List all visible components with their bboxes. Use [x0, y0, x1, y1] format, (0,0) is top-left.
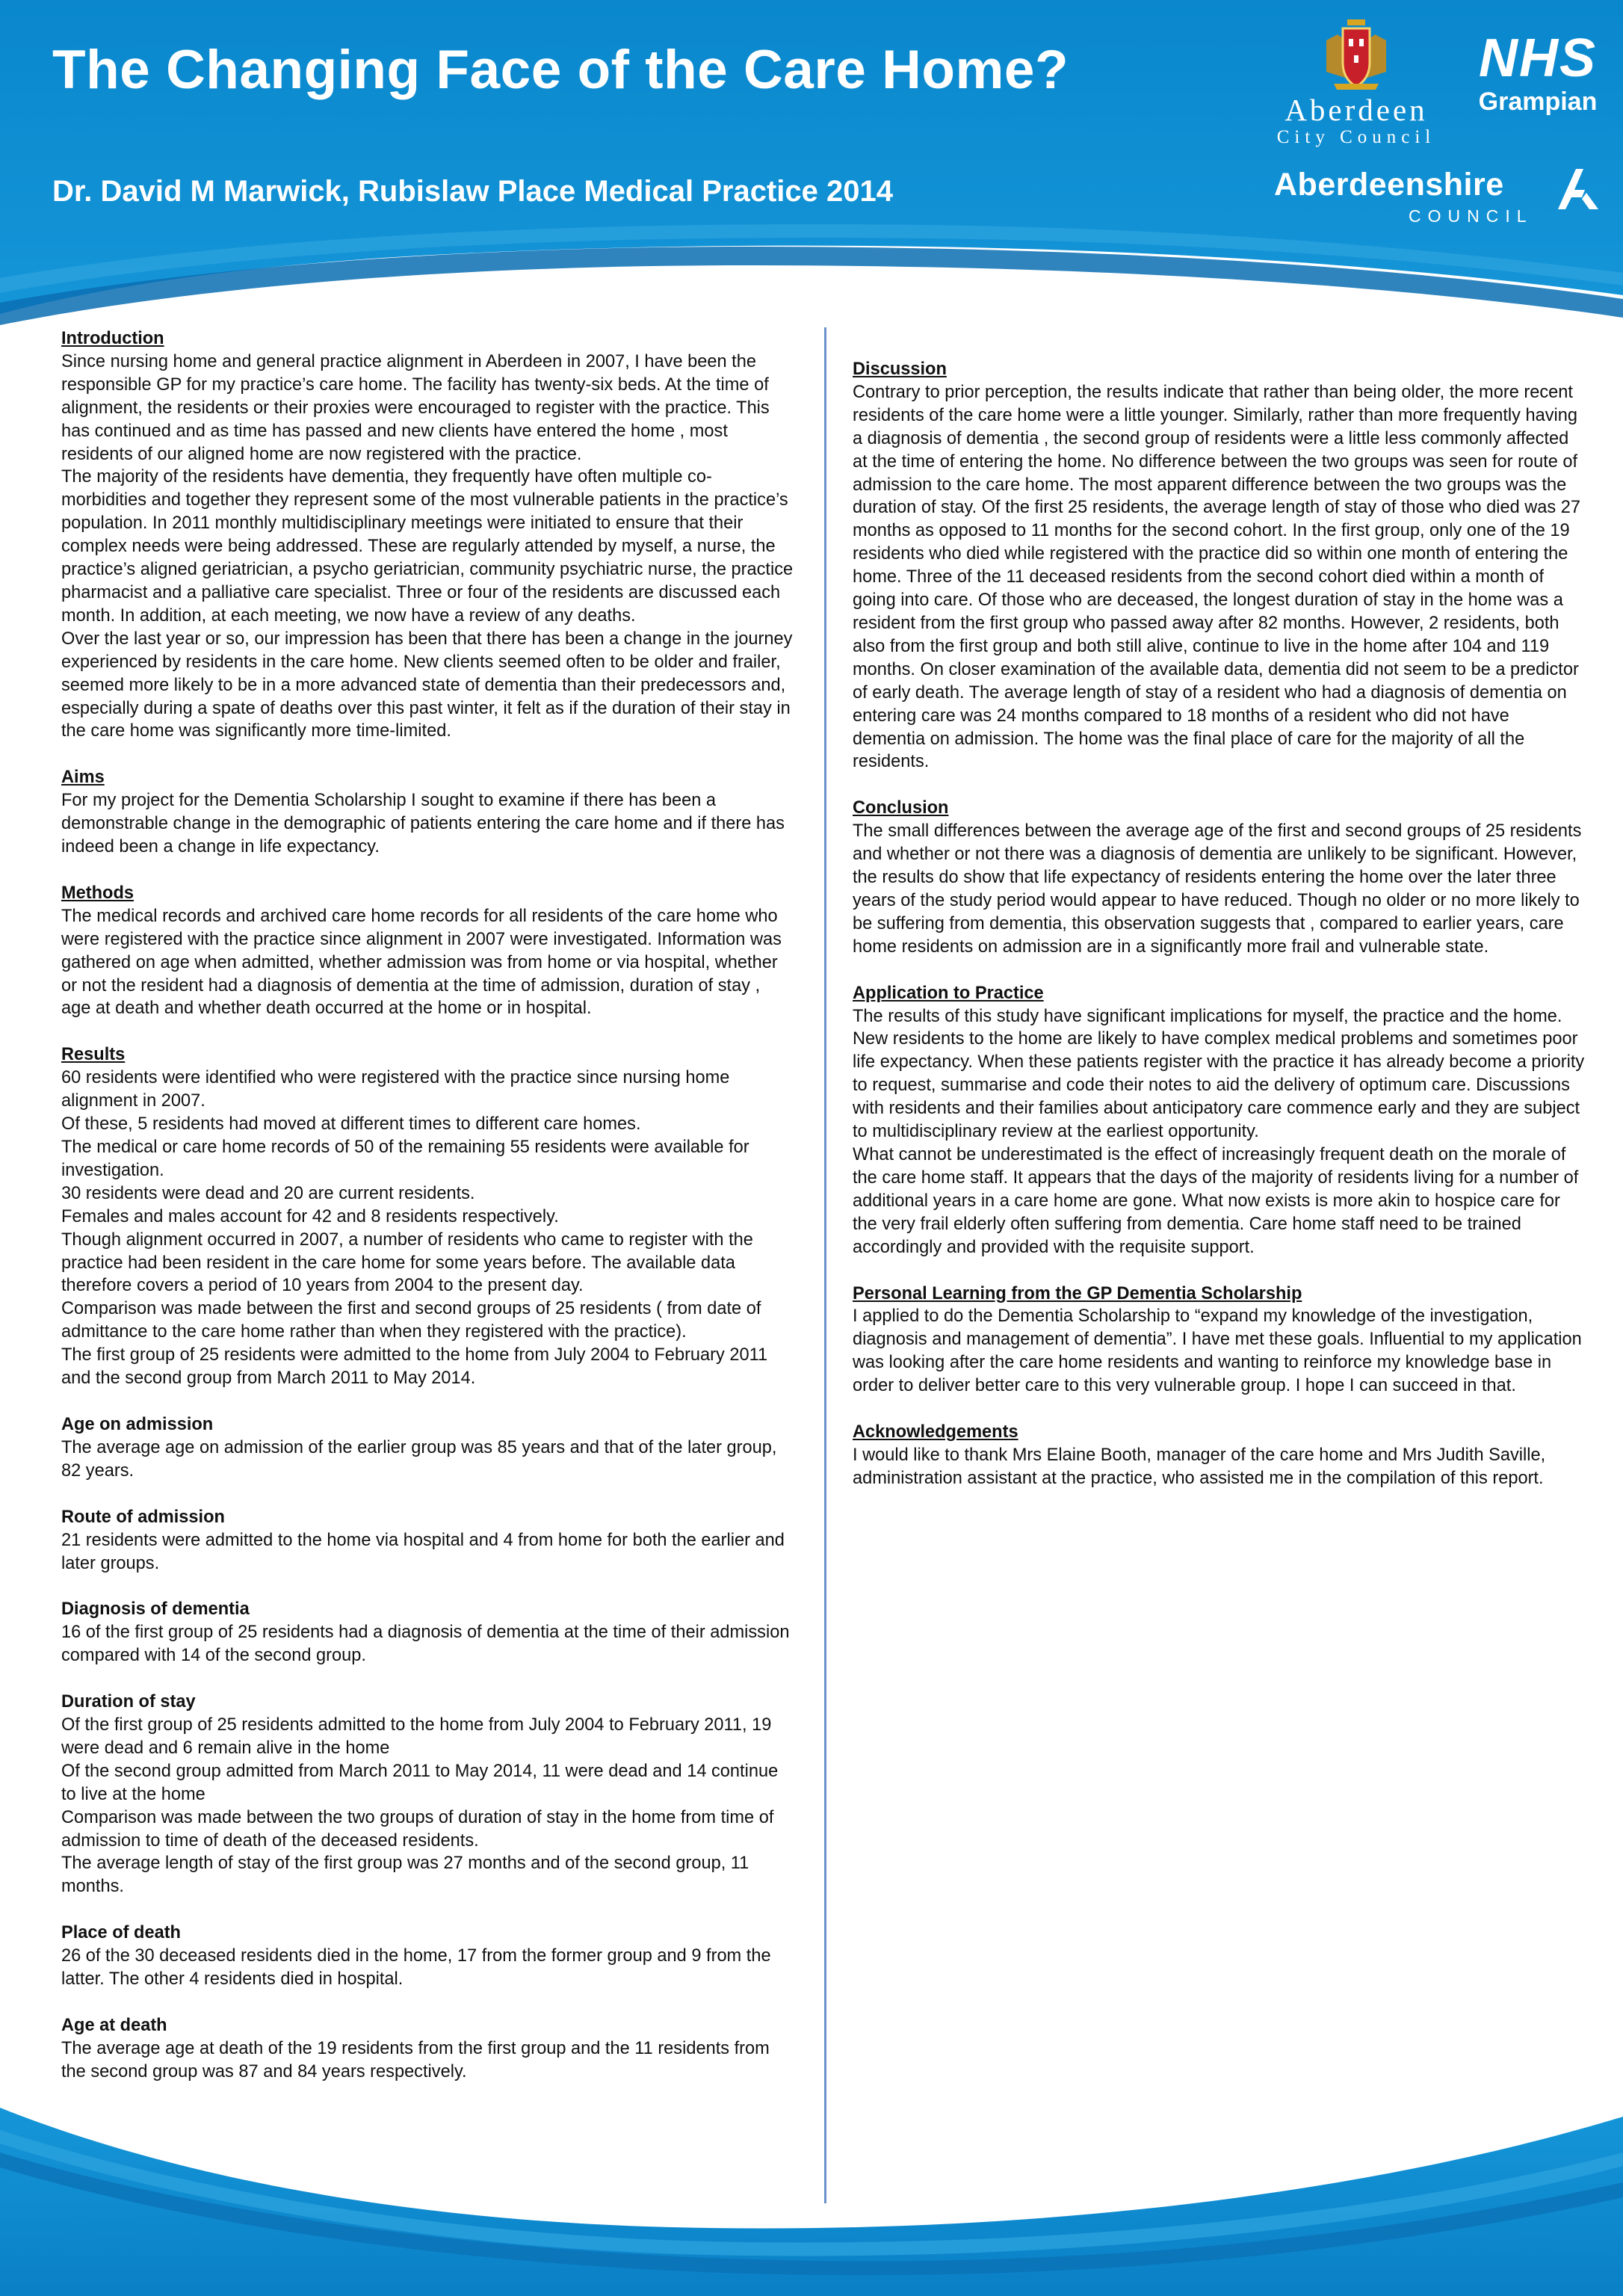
paragraph: Since nursing home and general practice alignment in Aberdeen in 2007, I have been the responsible GP for my practice’s care home. The facility has twenty-six beds. At the time of alignment, the residents or their proxies were encouraged to register with the practice. This has continued and as time has passed and new clients have entered the home , most residents of our aligned home are now registered with the practice. [61, 351, 770, 464]
nhs-grampian-logo [1471, 30, 1605, 117]
section-heading: Acknowledgements [853, 1422, 1018, 1442]
footer-wave [0, 2108, 1623, 2296]
section-application-to-practice [853, 982, 1585, 1259]
section-diagnosis-of-dementia [61, 1598, 794, 1667]
section-heading: Methods [61, 883, 134, 903]
paragraph: I would like to thank Mrs Elaine Booth, manager of the care home and Mrs Judith Saville, administration assistant at the practice, who assisted me in the compilation of this report. [853, 1445, 1546, 1488]
paragraph: Comparison was made between the two groups of duration of stay in the home from time of admission to time of death of the deceased residents. [61, 1807, 774, 1851]
paragraph: For my project for the Dementia Scholarship I sought to examine if there has been a demonstrable change in the demographic of patients entering the care home and if there has indeed been a change in life expectancy. [61, 791, 785, 857]
section-place-of-death [61, 1922, 794, 1991]
section-aims [61, 766, 794, 859]
aberdeenshire-council-logo [1274, 166, 1610, 229]
section-heading: Aims [61, 768, 105, 788]
section-personal-learning [853, 1283, 1585, 1398]
aberdeenshire-logo-name: Aberdeenshire [1274, 167, 1504, 203]
paragraph: 26 of the 30 deceased residents died in the home, 17 from the former group and 9 from the latter. The other 4 residents died in hospital. [61, 1946, 771, 1990]
paragraph: I applied to do the Dementia Scholarship to “expand my knowledge of the investigation, diagnosis and management of dementia”. I have met these goals. Influential to my application was looking after the care home residents and wanting to reinforce my knowledge base in order to deliver better care to this very vulnerable group. I hope I can succeed in that. [853, 1306, 1582, 1396]
subsection-heading: Route of admission [61, 1507, 225, 1527]
column-divider [824, 327, 826, 2203]
poster-title: The Changing Face of the Care Home? [52, 40, 1069, 100]
nhs-logo-mark: NHS [1478, 28, 1597, 88]
section-duration-of-stay [61, 1691, 794, 1898]
paragraph: The medical or care home records of 50 of the remaining 55 residents were available for investigation. [61, 1138, 749, 1180]
subsection-heading: Duration of stay [61, 1692, 196, 1712]
aberdeen-city-council-logo [1270, 18, 1442, 148]
paragraph: The results of this study have significant implications for myself, the practice and the home. New residents to the home are likely to have complex medical problems and sometimes poor life expectancy. When these patients register with the practice it has already become a priority to request, summarise and code their notes to aid the delivery of optimum care. Discussions with residents and their families about anticipatory care commence early and they are subject to multidisciplinary review at the earliest opportunity. [853, 1006, 1585, 1142]
paragraph: Of the second group admitted from March 2011 to May 2014, 11 were dead and 14 continue to live at the home [61, 1761, 779, 1804]
section-heading: Personal Learning from the GP Dementia Scholarship [853, 1283, 1302, 1303]
paragraph: The majority of the residents have dementia, they frequently have often multiple co-morbidities and together they represent some of the most vulnerable patients in the practice’s population. In 2011 monthly multidisciplinary meetings were initiated to ensure that their complex needs were being addressed. These are regularly attended by myself, a nurse, the practice’s aligned geriatrician, a psycho geriatrician, community psychiatric nurse, the practice pharmacist and a palliative care specialist. Three or four of the residents are discussed each month. In addition, at each meeting, we now have a review of any deaths. [61, 467, 794, 626]
paragraph: The medical records and archived care home records for all residents of the care home who were registered with the practice since alignment in 2007 were investigated. Information was gathered on age when admitted, whether admission was from home or via hospital, whether or not the resident had a diagnosis of dementia at the time of admission, duration of stay , age at death and whether death occurred at the home or in hospital. [61, 906, 782, 1019]
subsection-heading: Age at death [61, 2016, 167, 2035]
section-route-of-admission [61, 1506, 794, 1576]
section-acknowledgements [853, 1421, 1585, 1490]
paragraph: The average length of stay of the first group was 27 months and of the second group, 11 months. [61, 1854, 749, 1897]
right-column [853, 358, 1585, 1513]
aberdeen-logo-name: Aberdeen [1285, 93, 1428, 127]
paragraph: Of the first group of 25 residents admitted to the home from July 2004 to February 2011, 19 were dead and 6 remain alive in the home [61, 1715, 772, 1758]
section-heading: Introduction [61, 329, 164, 348]
paragraph: What cannot be underestimated is the effect of increasingly frequent death on the morale of the care home staff. It appears that the days of the majority of residents living for a number of additional years in a care home are gone. What now exists is more akin to hospice care for the very frail elderly often suffering from dementia. Care home staff need to be trained accordingly and provided with the requisite support. [853, 1145, 1579, 1257]
section-discussion [853, 358, 1585, 774]
nhs-logo-region: Grampian [1478, 87, 1598, 116]
paragraph: Though alignment occurred in 2007, a number of residents who came to register with the practice had been resident in the care home for some years before. The available data therefore covers a period of 10 years from 2004 to the present day. [61, 1229, 753, 1296]
paragraph: 30 residents were dead and 20 are current residents. [61, 1183, 475, 1203]
subsection-heading: Age on admission [61, 1414, 214, 1434]
coat-of-arms-icon [1311, 18, 1401, 93]
aberdeen-logo-sub: City Council [1276, 127, 1436, 147]
section-heading: Application to Practice [853, 983, 1044, 1003]
aberdeenshire-logo-sub: COUNCIL [1409, 206, 1533, 226]
subsection-heading: Diagnosis of dementia [61, 1599, 250, 1620]
section-age-at-death [61, 2014, 794, 2084]
paragraph: Comparison was made between the first and second groups of 25 residents ( from date of admittance to the care home rather than when they registered with the practice). [61, 1299, 761, 1342]
section-heading: Results [61, 1045, 126, 1065]
left-column [61, 327, 794, 2107]
section-methods [61, 882, 794, 1020]
paragraph: Over the last year or so, our impression has been that there has been a change in the journey experienced by residents in the care home. New clients seemed often to be older and frailer, seemed more likely to be in a more advanced state of dementia than their predecessors and, especially during a spate of deaths over this past winter, it felt as if the duration of their stay in the care home was significantly more time-limited. [61, 629, 793, 741]
paragraph: The small differences between the average age of the first and second groups of 25 residents and whether or not there was a diagnosis of dementia are unlikely to be significant. However, the results do show that life expectancy of residents entering the home over the later three years of the study period would appear to have reduced. Though no older or no more likely to be suffering from dementia, this observation suggests that , compared to earlier years, care home residents on admission are in a significantly more frail and vulnerable state. [853, 821, 1582, 957]
paragraph: 21 residents were admitted to the home via hospital and 4 from home for both the earlier and later groups. [61, 1530, 785, 1573]
paragraph: The average age on admission of the earlier group was 85 years and that of the later group, 82 years. [61, 1437, 777, 1481]
section-introduction [61, 327, 794, 743]
paragraph: The average age at death of the 19 residents from the first group and the 11 residents from the second group was 87 and 84 years respectively. [61, 2038, 770, 2081]
paragraph: 60 residents were identified who were registered with the practice since nursing home alignment in 2007. [61, 1068, 730, 1111]
section-heading: Discussion [853, 359, 947, 379]
section-results [61, 1043, 794, 1390]
section-age-on-admission [61, 1413, 794, 1483]
subsection-heading: Place of death [61, 1923, 181, 1943]
paragraph: Contrary to prior perception, the results indicate that rather than being older, the more recent residents of the care home were a little younger. Similarly, rather than more frequently having a diagnosis of dementia , the second group of residents were a little less commonly affected at the time of entering the home. No difference between the two groups was seen for route of admission to the care home. The most apparent difference between the two groups was the duration of stay. Of the first 25 residents, the average length of stay of those who died was 27 months as opposed to 11 months for the second cohort. In the first group, only one of the 19 residents who died while registered with the practice did so within one month of entering the home. Three of the 11 deceased residents from the second cohort died within a month of going into care. Of those who are deceased, the longest duration of stay in the home was a resident from the first group who passed away after 82 months. However, 2 residents, both also from the first group and both still alive, continue to live in the home after 104 and 119 months. On closer examination of the available data, dementia did not seem to be a predictor of early death. The average length of stay of a resident who had a diagnosis of dementia on entering care was 24 months compared to 18 months of a resident who did not have dementia on admission. The home was the final place of care for the majority of all the residents. [853, 382, 1581, 772]
paragraph: 16 of the first group of 25 residents had a diagnosis of dementia at the time of their admission compared with 14 of the second group. [61, 1623, 790, 1666]
paragraph: Females and males account for 42 and 8 residents respectively. [61, 1206, 559, 1226]
poster-header [0, 0, 1623, 329]
poster-author-line: Dr. David M Marwick, Rubislaw Place Medical Practice 2014 [52, 175, 893, 208]
paragraph: Of these, 5 residents had moved at different times to different care homes. [61, 1114, 641, 1135]
paragraph: The first group of 25 residents were admitted to the home from July 2004 to February 2011 and the second group from March 2011 to May 2014. [61, 1345, 768, 1389]
stylised-a-icon [1552, 166, 1604, 212]
section-heading: Conclusion [853, 798, 949, 818]
section-conclusion [853, 797, 1585, 958]
